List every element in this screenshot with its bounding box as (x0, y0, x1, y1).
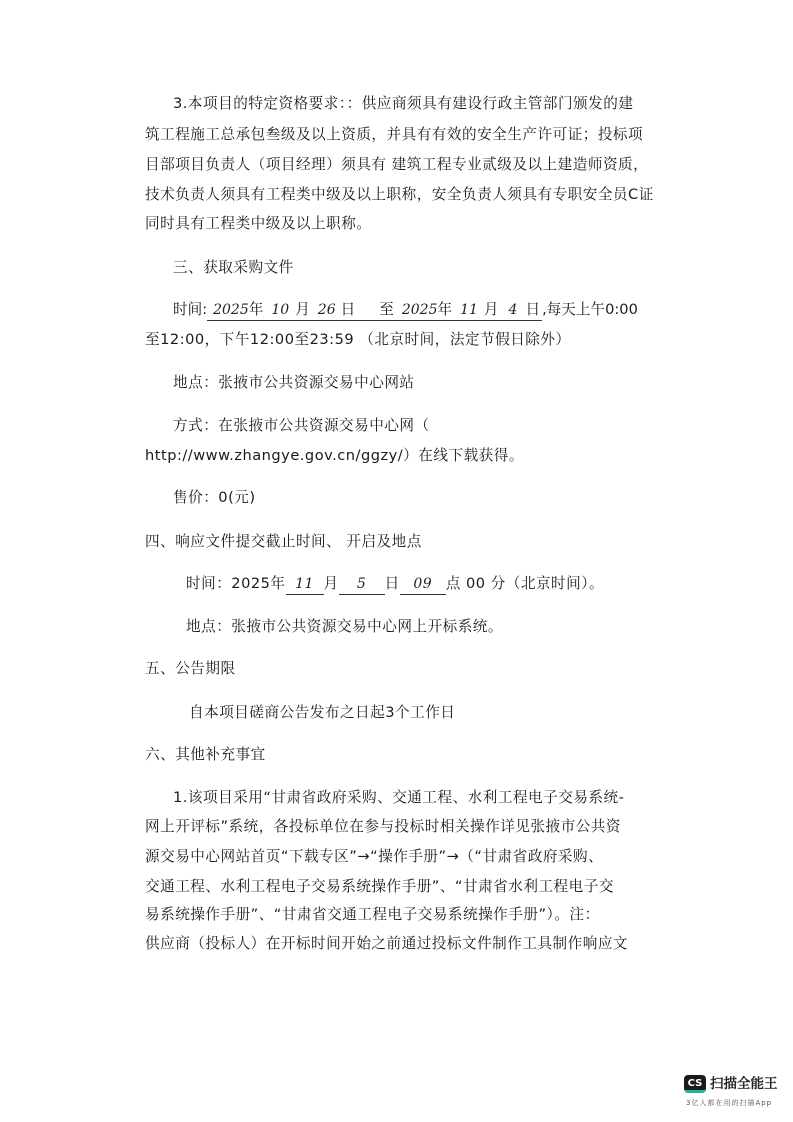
qualification-line: 技术负责人须具有工程类中级及以上职称，安全负责人须具有专职安全员C证 (145, 186, 654, 203)
acquisition-place: 地点：张掖市公共资源交易中心网站 (173, 374, 415, 391)
handwritten-month: 11 (286, 574, 324, 595)
acquisition-time-line (173, 300, 638, 321)
supplement-line: 网上开评标”系统，各投标单位在参与投标时相关操作详见张掖市公共资 (145, 818, 621, 835)
handwritten-date-range: 2025年 10 月 26 日 至 2025年 11 月 4 日 (207, 300, 542, 321)
section-heading-6: 六、其他补充事宜 (145, 746, 266, 763)
handwritten-day: 5 (339, 574, 385, 595)
section-heading-3: 三、获取采购文件 (173, 259, 294, 276)
acquisition-time-line2: 至12:00，下午12:00至23:59 （北京时间，法定节假日除外） (145, 331, 571, 348)
supplement-line: 易系统操作手册”、“甘肃省交通工程电子交易系统操作手册”）。注： (145, 906, 600, 923)
acquisition-method: 方式：在张掖市公共资源交易中心网（ (173, 417, 430, 434)
qualification-line: 3.本项目的特定资格要求：：供应商须具有建设行政主管部门颁发的建 (173, 95, 634, 112)
camscanner-watermark (684, 1072, 789, 1112)
supplement-line: 1.该项目采用“甘肃省政府采购、交通工程、水利工程电子交易系统- (173, 789, 625, 806)
deadline-time-line: 时间：2025年 11 月 5 日 09 点 00 分（北京时间）。 (186, 574, 604, 595)
qualification-line: 筑工程施工总承包叁级及以上资质，并具有有效的安全生产许可证；投标项 (145, 126, 644, 143)
supplement-line: 源交易中心网站首页“下载专区”→“操作手册”→（“甘肃省政府采购、 (145, 848, 604, 865)
supplement-line: 供应商（投标人）在开标时间开始之前通过投标文件制作工具制作响应文 (145, 935, 629, 952)
price: 售价：0(元) (173, 489, 256, 506)
deadline-place: 地点：张掖市公共资源交易中心网上开标系统。 (186, 618, 503, 635)
qualification-line: 同时具有工程类中级及以上职称。 (145, 215, 372, 232)
time-tail: ,每天上午0:00 (542, 301, 638, 318)
handwritten-hour: 09 (400, 574, 446, 595)
time-label: 时间: (173, 301, 208, 318)
camscanner-logo-icon: CS (684, 1075, 706, 1093)
notice-period: 自本项目磋商公告发布之日起3个工作日 (189, 704, 456, 721)
acquisition-method-url: http://www.zhangye.gov.cn/ggzy/）在线下载获得。 (145, 447, 524, 464)
supplement-line: 交通工程、水利工程电子交易系统操作手册”、“甘肃省水利工程电子交 (145, 878, 614, 895)
section-heading-4: 四、响应文件提交截止时间、 开启及地点 (145, 533, 422, 550)
qualification-line: 目部项目负责人（项目经理）须具有 建筑工程专业贰级及以上建造师资质， (145, 156, 649, 173)
watermark-tagline: 3亿人都在用的扫描App (686, 1099, 773, 1107)
section-heading-5: 五、公告期限 (145, 660, 236, 677)
watermark-brand: 扫描全能王 (710, 1076, 778, 1092)
